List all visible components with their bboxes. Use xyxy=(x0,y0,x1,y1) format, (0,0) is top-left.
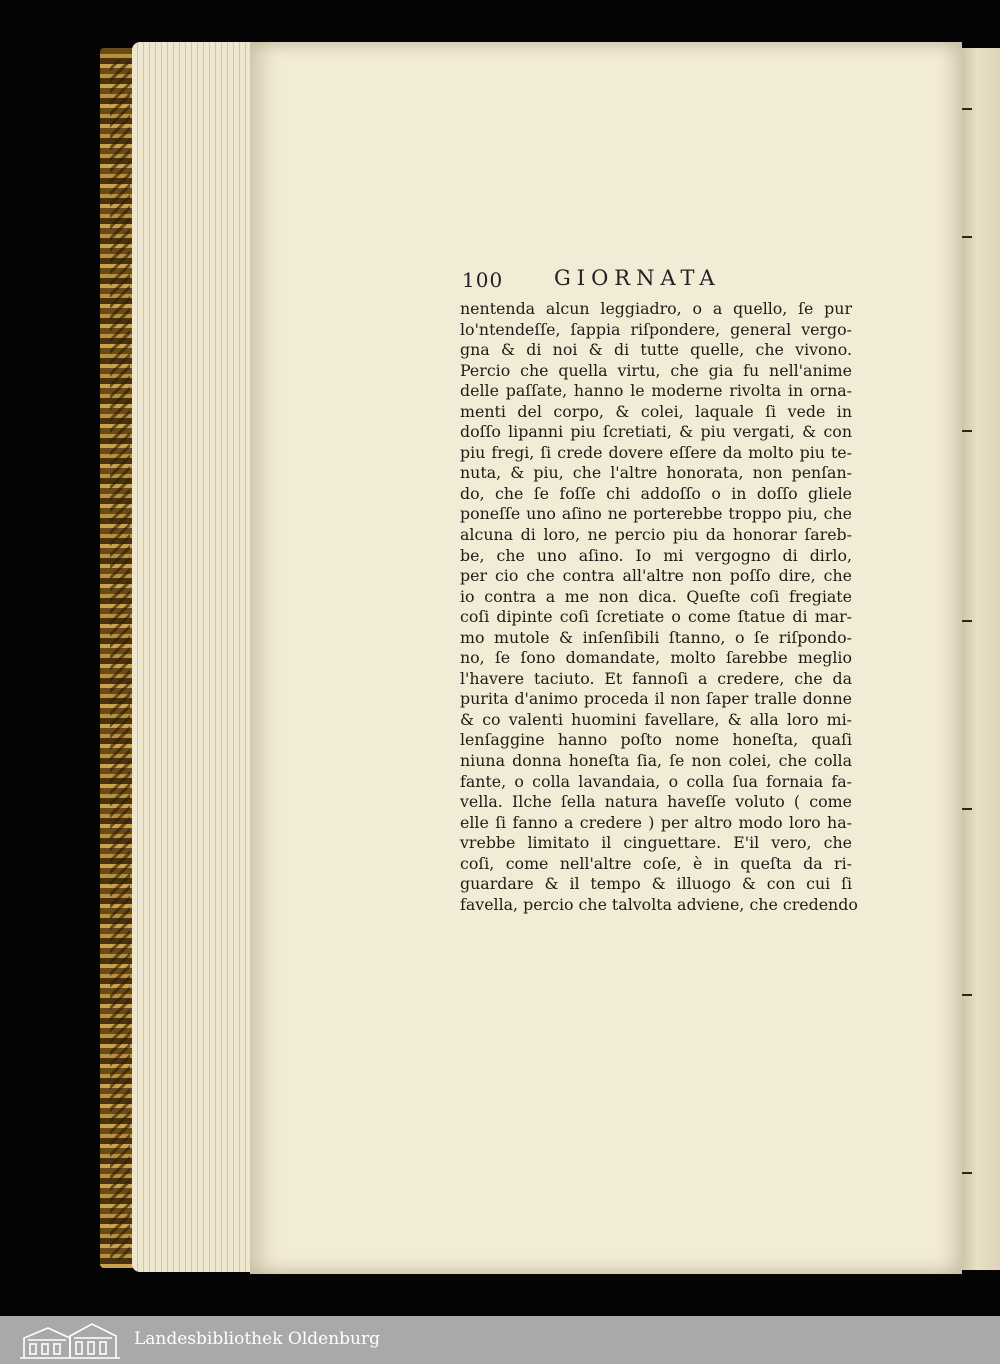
text-line: io contra a me non dica. Queſte coſi fregiate xyxy=(460,586,852,606)
page-number: 100 xyxy=(462,268,504,292)
page-edges xyxy=(132,42,262,1272)
text-line: elle ſi fanno a credere ) per altro modo loro ha- xyxy=(460,812,852,832)
running-head: GIORNATA xyxy=(554,266,721,290)
spine-ornament xyxy=(110,60,130,1260)
page-tick xyxy=(962,108,972,110)
library-name: Landesbibliothek Oldenburg xyxy=(134,1329,381,1349)
text-line: lo'ntendeſſe, ſappia riſpondere, general vergo- xyxy=(460,319,852,339)
text-line: alcuna di loro, ne percio piu da honorar ſareb- xyxy=(460,525,852,545)
page-tick xyxy=(962,994,972,996)
text-line: & co valenti huomini favellare, & alla loro mi- xyxy=(460,709,852,729)
text-line: vella. Ilche ſella natura haveſſe voluto ( come xyxy=(460,792,852,812)
text-line: do, che ſe foſſe chi addoſſo o in doſſo gliele xyxy=(460,483,852,503)
text-line: doſſo lipanni piu ſcretiati, & piu vergati, & con xyxy=(460,422,852,442)
text-line: mo mutole & inſenſibili ſtanno, o ſe riſpondo- xyxy=(460,627,852,647)
text-line: no, ſe ſono domandate, molto ſarebbe meglio xyxy=(460,648,852,668)
text-line: niuna donna honeſta ſia, ſe non colei, che colla xyxy=(460,751,852,771)
text-line: guardare & il tempo & illuogo & con cui ſi xyxy=(460,874,852,894)
text-line: fante, o colla lavandaia, o colla ſua fornaia fa- xyxy=(460,771,852,791)
text-line: coſi dipinte coſi ſcretiate o come ſtatue di mar- xyxy=(460,607,852,627)
text-line: nentenda alcun leggiadro, o a quello, ſe pur xyxy=(460,299,852,318)
page-tick xyxy=(962,430,972,432)
footer-bar xyxy=(0,1316,1000,1364)
text-line: coſi, come nell'altre coſe, è in queſta da ri- xyxy=(460,853,852,873)
text-line: favella, percio che talvolta adviene, che credendo xyxy=(460,894,858,914)
text-line: poneſſe uno aſino ne porterebbe troppo piu, che xyxy=(460,504,852,524)
facing-page-edge xyxy=(962,48,1000,1270)
text-line: vrebbe limitato il cinguettare. E'il vero, che xyxy=(460,833,852,853)
page-tick xyxy=(962,808,972,810)
text-line: per cio che contra all'altre non poſſo dire, che xyxy=(460,566,852,586)
text-block xyxy=(460,299,858,915)
library-building-icon xyxy=(18,1320,122,1360)
text-line: piu fregi, ſi crede dovere eſſere da molto piu te- xyxy=(460,442,852,462)
text-line: be, che uno aſino. Io mi vergogno di dirlo, xyxy=(460,545,852,565)
text-line: gna & di noi & di tutte quelle, che vivono. xyxy=(460,340,852,360)
text-line: nuta, & piu, che l'altre honorata, non penſan- xyxy=(460,463,852,483)
text-line: purita d'animo proceda il non ſaper tralle donne xyxy=(460,689,852,709)
page-tick xyxy=(962,1172,972,1174)
page-header xyxy=(462,268,850,296)
text-line: menti del corpo, & colei, laquale ſi vede in xyxy=(460,401,852,421)
text-line: Percio che quella virtu, che gia fu nell'anime xyxy=(460,360,852,380)
text-line: l'havere taciuto. Et fannoſi a credere, che da xyxy=(460,668,852,688)
text-line: delle paſſate, hanno le moderne rivolta in orna- xyxy=(460,381,852,401)
page-tick xyxy=(962,620,972,622)
page-tick xyxy=(962,236,972,238)
text-line: lenſaggine hanno poſto nome honeſta, quaſi xyxy=(460,730,852,750)
